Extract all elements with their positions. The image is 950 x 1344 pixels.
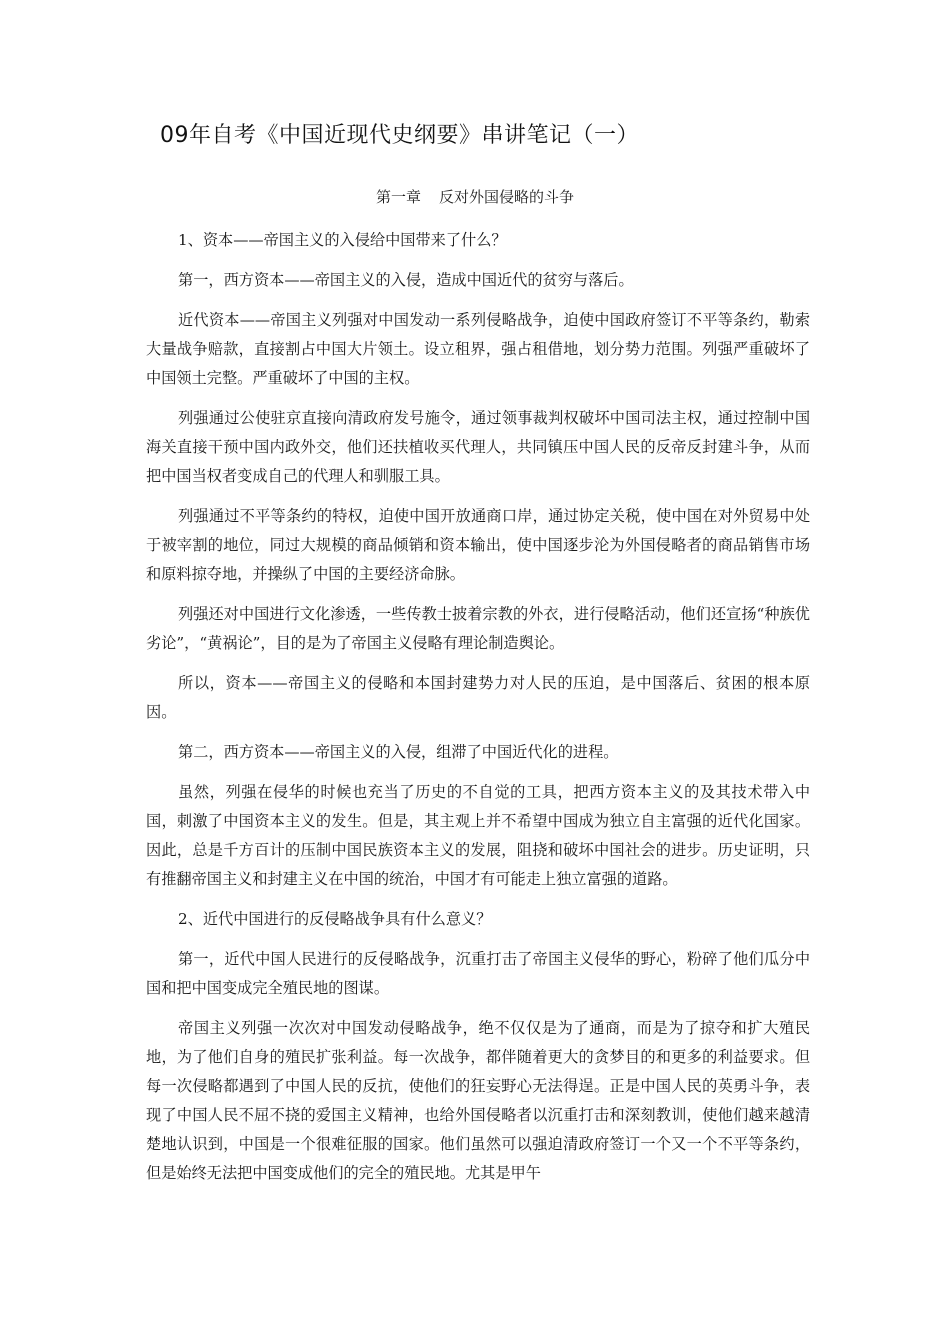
body-paragraph: 帝国主义列强一次次对中国发动侵略战争，绝不仅仅是为了通商，而是为了掠夺和扩大殖民地，为了他们自身的殖民扩张利益。每一次战争，都伴随着更大的贪梦目的和更多的利益要求。但每一次侵略都遇到了中国人民的反抗，使他们的狂妄野心无法得逞。正是中国人民的英勇斗争，表现了中国人民不屈不挠的爱国主义精神，也给外国侵略者以沉重打击和深刻教训，使他们越来越清楚地认识到，中国是一个很难征服的国家。他们虽然可以强迫清政府签订一个又一个不平等条约，但是始终无法把中国变成他们的完全的殖民地。尤其是甲午 [146, 1019, 810, 1182]
chapter-heading [0, 186, 950, 207]
chapter-number: 第一章 [375, 188, 421, 206]
question-heading: 1、资本——帝国主义的入侵给中国带来了什么？ [178, 231, 507, 249]
document-title: 09年自考《中国近现代史纲要》串讲笔记（一） [160, 123, 639, 148]
document-body [146, 226, 810, 1199]
chapter-name: 反对外国侵略的斗争 [439, 188, 575, 206]
body-paragraph: 所以，资本——帝国主义的侵略和本国封建势力对人民的压迫，是中国落后、贫困的根本原因。 [146, 674, 810, 721]
body-paragraph: 近代资本——帝国主义列强对中国发动一系列侵略战争，迫使中国政府签订不平等条约，勒索大量战争赔款，直接割占中国大片领土。设立租界，强占租借地，划分势力范围。列强严重破坏了中国领土完整。严重破坏了中国的主权。 [146, 311, 810, 387]
body-paragraph: 列强通过不平等条约的特权，迫使中国开放通商口岸，通过协定关税，使中国在对外贸易中处于被宰割的地位，同过大规模的商品倾销和资本输出，使中国逐步沦为外国侵略者的商品销售市场和原料掠夺地，并操纵了中国的主要经济命脉。 [146, 507, 810, 583]
question-heading: 2、近代中国进行的反侵略战争具有什么意义？ [178, 910, 492, 928]
body-paragraph: 第一，近代中国人民进行的反侵略战争，沉重打击了帝国主义侵华的野心，粉碎了他们瓜分中国和把中国变成完全殖民地的图谋。 [146, 950, 810, 997]
body-paragraph: 列强通过公使驻京直接向清政府发号施令，通过领事裁判权破坏中国司法主权，通过控制中国海关直接干预中国内政外交，他们还扶植收买代理人，共同镇压中国人民的反帝反封建斗争，从而把中国当权者变成自己的代理人和驯服工具。 [146, 409, 810, 485]
body-paragraph: 列强还对中国进行文化渗透，一些传教士披着宗教的外衣，进行侵略活动，他们还宣扬“种族优劣论”，“黄祸论”，目的是为了帝国主义侵略有理论制造舆论。 [146, 605, 810, 652]
body-paragraph: 虽然，列强在侵华的时候也充当了历史的不自觉的工具，把西方资本主义的及其技术带入中国，刺激了中国资本主义的发生。但是，其主观上并不希望中国成为独立自主富强的近代化国家。因此，总是千方百计的压制中国民族资本主义的发展，阻挠和破坏中国社会的进步。历史证明，只有推翻帝国主义和封建主义在中国的统治，中国才有可能走上独立富强的道路。 [146, 783, 810, 888]
body-paragraph: 第一，西方资本——帝国主义的入侵，造成中国近代的贫穷与落后。 [178, 271, 634, 289]
body-paragraph: 第二，西方资本——帝国主义的入侵，组滞了中国近代化的进程。 [178, 743, 619, 761]
